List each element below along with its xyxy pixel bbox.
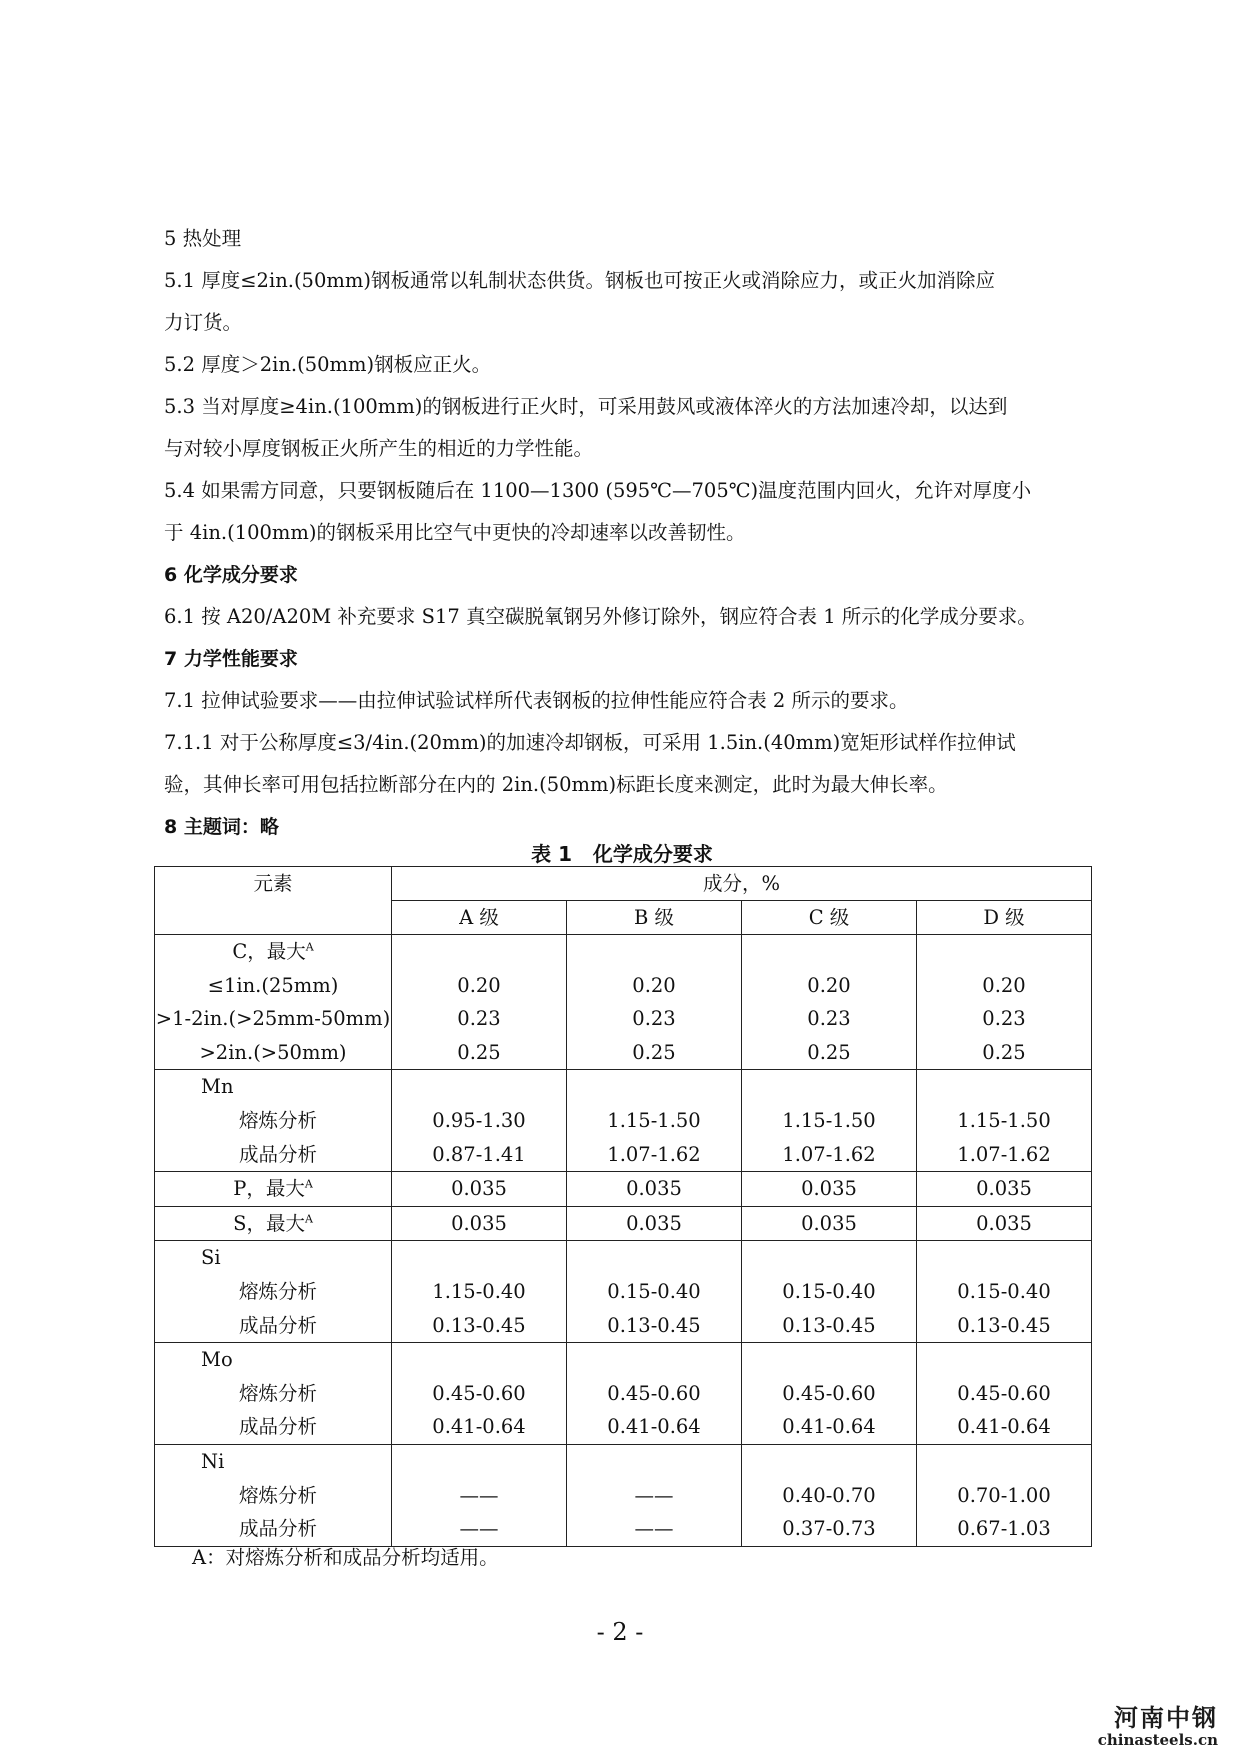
chemical-composition-table: [154, 866, 1092, 1547]
value-cell: [917, 1444, 1092, 1546]
table-caption: 表 1 化学成分要求: [531, 842, 713, 866]
grade-header: B 级: [567, 901, 742, 935]
section-heading: 7 力学性能要求: [164, 648, 298, 670]
blank-line: [392, 1070, 566, 1104]
blank-line: [392, 1241, 566, 1275]
value-cell: [742, 1444, 917, 1546]
paragraph-line: 7.1.1 对于公称厚度≤3/4in.(20mm)的加速冷却钢板，可采用 1.5in.(40mm)宽矩形试样作拉伸试: [164, 731, 1016, 754]
element-name: [155, 1070, 391, 1104]
paragraph-line: 于 4in.(100mm)的钢板采用比空气中更快的冷却速率以改善韧性。: [164, 521, 746, 544]
row-label: 熔炼分析: [239, 1108, 318, 1132]
value-cell: [567, 935, 742, 1070]
blank-line: [567, 1070, 741, 1104]
element-name-text: Ni: [201, 1449, 225, 1473]
element-cell: [155, 935, 392, 1070]
value: 0.23: [982, 1007, 1026, 1031]
value: 0.035: [451, 1177, 507, 1201]
blank-line: [917, 1241, 1091, 1275]
value: 0.25: [457, 1040, 501, 1064]
paragraph-line: 验，其伸长率可用包括拉断部分在内的 2in.(50mm)标距长度来测定，此时为最大伸长率。: [164, 773, 948, 796]
table-row: [155, 1241, 1092, 1343]
value-cell: [392, 1070, 567, 1172]
value-cell: [392, 1343, 567, 1445]
value-cell: [567, 1343, 742, 1445]
value-cell: [917, 1206, 1092, 1241]
value: 0.41-0.64: [432, 1415, 526, 1439]
value: 0.035: [976, 1177, 1032, 1201]
value: 0.67-1.03: [957, 1517, 1051, 1541]
value: 0.25: [632, 1040, 676, 1064]
value: ——: [634, 1517, 674, 1541]
value: 0.37-0.73: [782, 1517, 876, 1541]
value: 0.035: [626, 1177, 682, 1201]
blank-line: [742, 1070, 916, 1104]
watermark-logo: [1098, 1698, 1218, 1749]
element-name: [155, 1445, 391, 1479]
element-name-text: C，最大: [232, 940, 306, 963]
value-cell: [567, 1172, 742, 1207]
grade-header: C 级: [742, 901, 917, 935]
value-cell: [742, 1241, 917, 1343]
element-cell: [155, 1241, 392, 1343]
value-cell: [392, 1444, 567, 1546]
paragraph-line: 5 热处理: [164, 227, 242, 250]
value: 1.07-1.62: [782, 1142, 876, 1166]
element-cell: [155, 1172, 392, 1207]
value: 0.035: [451, 1211, 507, 1235]
paragraph-line: 5.4 如果需方同意，只要钢板随后在 1100—1300 (595℃—705℃)温度范围内回火，允许对厚度小: [164, 479, 1032, 502]
value-cell: [392, 1172, 567, 1207]
blank-line: [742, 1343, 916, 1377]
value: 0.20: [982, 973, 1026, 997]
value-cell: [742, 1206, 917, 1241]
value-cell: [567, 1206, 742, 1241]
value: 0.87-1.41: [432, 1142, 526, 1166]
element-cell: [155, 1444, 392, 1546]
value: 0.40-0.70: [782, 1483, 876, 1507]
paragraph-line: 力订货。: [164, 311, 243, 334]
value: 0.45-0.60: [432, 1381, 526, 1405]
value-cell: [742, 1070, 917, 1172]
element-name: [155, 1241, 391, 1275]
watermark-site: chinasteels.cn: [1097, 1731, 1218, 1749]
value: 0.15-0.40: [607, 1279, 701, 1303]
blank-line: [392, 935, 566, 969]
blank-line: [567, 1241, 741, 1275]
paragraph-line: 7.1 拉伸试验要求——由拉伸试验试样所代表钢板的拉伸性能应符合表 2 所示的要求。: [164, 689, 909, 712]
section-heading: 6 化学成分要求: [164, 564, 298, 586]
value: 0.035: [801, 1177, 857, 1201]
element-name: [155, 935, 391, 969]
blank-line: [917, 1343, 1091, 1377]
blank-line: [742, 935, 916, 969]
blank-line: [567, 1343, 741, 1377]
blank-line: [567, 1445, 741, 1479]
element-name-text: S，最大: [233, 1211, 305, 1235]
value: 0.45-0.60: [607, 1381, 701, 1405]
value: 1.07-1.62: [957, 1142, 1051, 1166]
element-name: [155, 1172, 391, 1206]
table-row: [155, 935, 1092, 1070]
value: 1.15-1.50: [782, 1108, 876, 1132]
value-cell: [392, 1241, 567, 1343]
value: 0.20: [807, 973, 851, 997]
value-cell: [392, 1206, 567, 1241]
row-label: 成品分析: [239, 1313, 318, 1337]
table-row: [155, 1070, 1092, 1172]
row-label: >1-2in.(>25mm-50mm): [155, 1007, 391, 1031]
value: 0.13-0.45: [607, 1313, 701, 1337]
value: 0.20: [457, 973, 501, 997]
grade-header: A 级: [392, 901, 567, 935]
row-label: 成品分析: [239, 1142, 318, 1166]
page-number: - 2 -: [596, 1618, 644, 1646]
value-cell: [917, 1172, 1092, 1207]
value: ——: [459, 1517, 499, 1541]
blank-line: [742, 1241, 916, 1275]
row-label: ≤1in.(25mm): [207, 973, 339, 997]
value: 0.20: [632, 973, 676, 997]
footnote-marker: A: [304, 1212, 313, 1226]
value: 0.45-0.60: [782, 1381, 876, 1405]
blank-line: [567, 935, 741, 969]
value: 0.23: [457, 1007, 501, 1031]
footnote-marker: A: [304, 1177, 313, 1191]
value-cell: [742, 1172, 917, 1207]
footnote-marker: A: [305, 940, 314, 954]
value-cell: [567, 1070, 742, 1172]
value: 1.15-1.50: [957, 1108, 1051, 1132]
value: 0.035: [801, 1211, 857, 1235]
value: 0.15-0.40: [957, 1279, 1051, 1303]
value-cell: [392, 935, 567, 1070]
value-cell: [917, 1070, 1092, 1172]
blank-line: [392, 1445, 566, 1479]
value: 0.23: [632, 1007, 676, 1031]
element-cell: [155, 1070, 392, 1172]
row-label: 成品分析: [239, 1517, 318, 1541]
row-label: 熔炼分析: [239, 1381, 318, 1405]
paragraph-line: 5.1 厚度≤2in.(50mm)钢板通常以轧制状态供货。钢板也可按正火或消除应力，或正火加消除应: [164, 269, 995, 292]
value: 1.07-1.62: [607, 1142, 701, 1166]
composition-header: 成分，%: [392, 867, 1092, 901]
blank-line: [742, 1445, 916, 1479]
value: 0.25: [807, 1040, 851, 1064]
value: 0.41-0.64: [957, 1415, 1051, 1439]
grade-header: D 级: [917, 901, 1092, 935]
element-header: 元素: [155, 867, 392, 935]
value: 0.13-0.45: [432, 1313, 526, 1337]
value: ——: [459, 1483, 499, 1507]
table-row: [155, 1206, 1092, 1241]
row-label: 成品分析: [239, 1415, 318, 1439]
table-row: [155, 1343, 1092, 1445]
value: 0.13-0.45: [957, 1313, 1051, 1337]
element-name-text: P，最大: [233, 1177, 305, 1201]
paragraph-line: 6.1 按 A20/A20M 补充要求 S17 真空碳脱氧钢另外修订除外，钢应符合表 1 所示的化学成分要求。: [164, 605, 1037, 628]
value: 0.41-0.64: [782, 1415, 876, 1439]
value: 0.45-0.60: [957, 1381, 1051, 1405]
section-heading: 8 主题词：略: [164, 816, 279, 838]
table-footnote: A：对熔炼分析和成品分析均适用。: [192, 1546, 499, 1569]
value: 0.25: [982, 1040, 1026, 1064]
blank-line: [917, 935, 1091, 969]
value: ——: [634, 1483, 674, 1507]
value-cell: [742, 1343, 917, 1445]
value-cell: [567, 1444, 742, 1546]
table-row: [155, 1444, 1092, 1546]
value: 0.035: [626, 1211, 682, 1235]
value: 0.70-1.00: [957, 1483, 1051, 1507]
row-label: 熔炼分析: [239, 1483, 318, 1507]
element-name: [155, 1207, 391, 1241]
value-cell: [567, 1241, 742, 1343]
value: 0.41-0.64: [607, 1415, 701, 1439]
body-text: [164, 218, 1084, 848]
value-cell: [917, 935, 1092, 1070]
blank-line: [917, 1445, 1091, 1479]
paragraph-line: 5.3 当对厚度≥4in.(100mm)的钢板进行正火时，可采用鼓风或液体淬火的方法加速冷却，以达到: [164, 395, 1008, 418]
value: 0.23: [807, 1007, 851, 1031]
table-row: [155, 1172, 1092, 1207]
paragraph-line: 与对较小厚度钢板正火所产生的相近的力学性能。: [164, 437, 594, 460]
element-name-text: Mn: [201, 1075, 234, 1099]
value-cell: [742, 935, 917, 1070]
value-cell: [917, 1343, 1092, 1445]
element-cell: [155, 1206, 392, 1241]
element-name-text: Si: [201, 1246, 221, 1270]
value-cell: [917, 1241, 1092, 1343]
value: 1.15-1.50: [607, 1108, 701, 1132]
watermark-name: 河南中钢: [1114, 1704, 1218, 1732]
value: 0.95-1.30: [432, 1108, 526, 1132]
blank-line: [392, 1343, 566, 1377]
value: 0.035: [976, 1211, 1032, 1235]
row-label: >2in.(>50mm): [199, 1040, 347, 1064]
value: 0.15-0.40: [782, 1279, 876, 1303]
element-cell: [155, 1343, 392, 1445]
blank-line: [917, 1070, 1091, 1104]
value: 0.13-0.45: [782, 1313, 876, 1337]
element-name-text: Mo: [201, 1348, 233, 1372]
paragraph-line: 5.2 厚度＞2in.(50mm)钢板应正火。: [164, 353, 492, 376]
row-label: 熔炼分析: [239, 1279, 318, 1303]
element-name: [155, 1343, 391, 1377]
value: 1.15-0.40: [432, 1279, 526, 1303]
